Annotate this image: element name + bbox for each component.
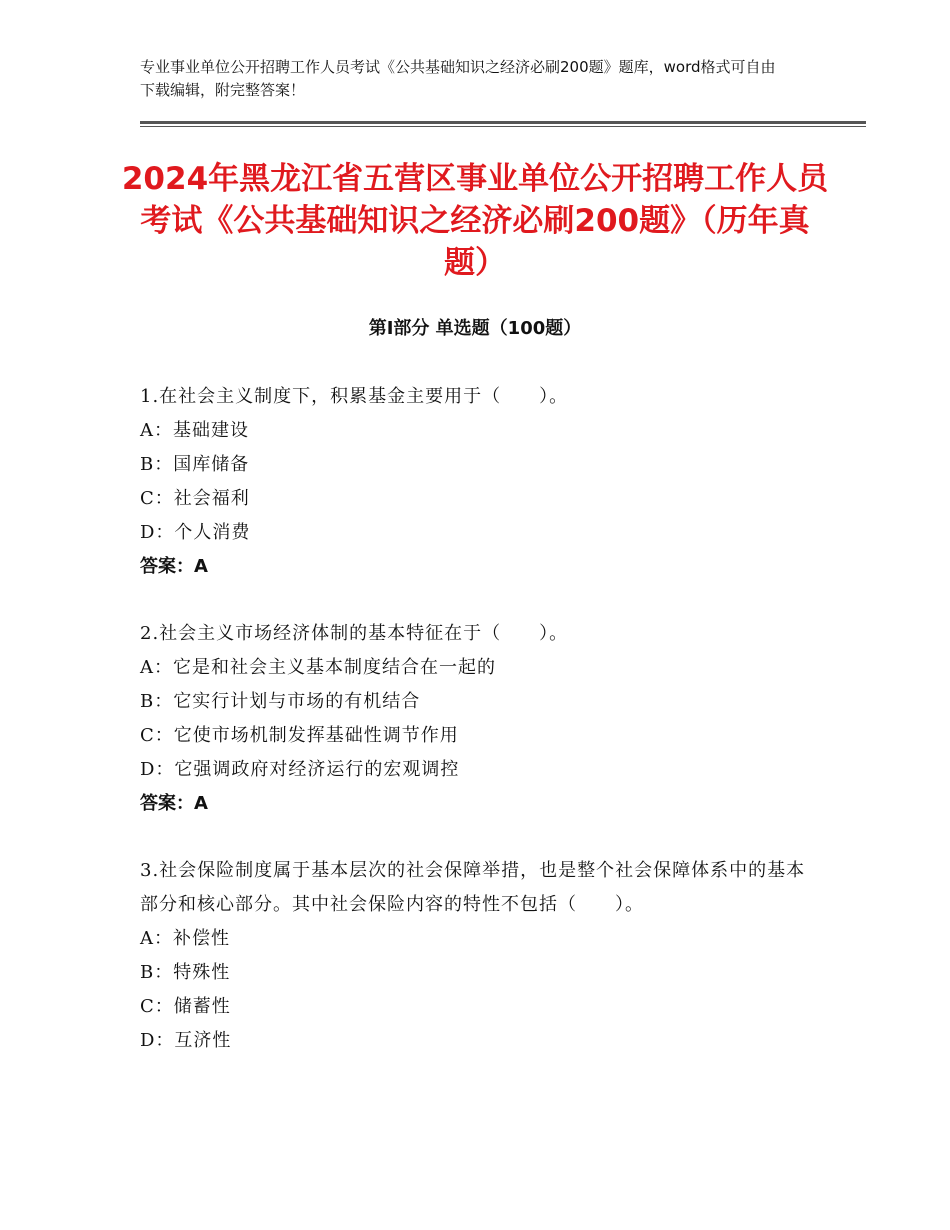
option-b: B：特殊性 — [140, 962, 231, 983]
header-rule-thin — [140, 126, 866, 127]
option-a: A：基础建设 — [140, 420, 249, 441]
option-a: A：它是和社会主义基本制度结合在一起的 — [140, 657, 496, 678]
question-stem: 2.社会主义市场经济体制的基本特征在于（ ）。 — [140, 623, 569, 644]
question-stem: 1.在社会主义制度下，积累基金主要用于（ ）。 — [140, 386, 569, 407]
option-d: D：个人消费 — [140, 522, 251, 543]
option-b: B：它实行计划与市场的有机结合 — [140, 691, 421, 712]
option-d: D：它强调政府对经济运行的宏观调控 — [140, 759, 460, 780]
option-d: D：互济性 — [140, 1030, 232, 1051]
question-list — [140, 380, 820, 1091]
question-1 — [140, 380, 820, 584]
question-3 — [140, 854, 820, 1058]
header-note: 专业事业单位公开招聘工作人员考试《公共基础知识之经济必刷200题》题库，word格式可自由下载编辑，附完整答案！ — [140, 58, 776, 99]
section-heading: 第Ⅰ部分 单选题（100题） — [368, 318, 582, 339]
option-b: B：国库储备 — [140, 454, 250, 475]
question-stem: 3.社会保险制度属于基本层次的社会保障举措，也是整个社会保障体系中的基本部分和核心部分。其中社会保险内容的特性不包括（ ）。 — [140, 860, 806, 915]
header-rule-thick — [140, 121, 866, 124]
option-c: C：它使市场机制发挥基础性调节作用 — [140, 725, 459, 746]
option-c: C：社会福利 — [140, 488, 250, 509]
answer: 答案：A — [140, 556, 208, 577]
option-c: C：储蓄性 — [140, 996, 231, 1017]
document-title: 2024年黑龙江省五营区事业单位公开招聘工作人员考试《公共基础知识之经济必刷200题》（历年真题） — [121, 161, 829, 281]
option-a: A：补偿性 — [140, 928, 230, 949]
question-2 — [140, 617, 820, 821]
answer: 答案：A — [140, 793, 208, 814]
